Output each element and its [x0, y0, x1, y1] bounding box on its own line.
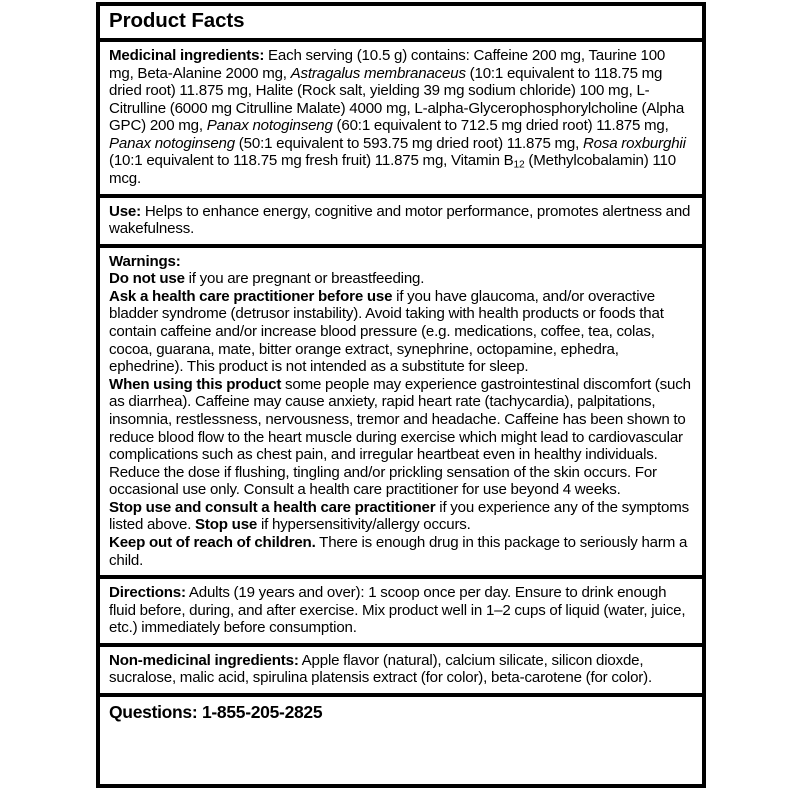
- warnings-section: [100, 244, 702, 575]
- directions-text: [109, 584, 693, 637]
- warning-do-not-use: [109, 270, 693, 288]
- warning-ask-text: if you have glaucoma, and/or overactive bladder syndrome (detrusor instability). Avoid taking with health products or foods that contain caffeine and/or increase blood pressure (e.g. medications, coffee, tea, colas, cocoa, guarana, mate, bitter orange extract, synephrine, octopamine, ephedra, ephedrine). This product is not intended as a substitute for sleep.: [109, 287, 664, 376]
- warning-when-using-bold: When using this product: [109, 375, 282, 393]
- warning-keep-out-text: There is enough drug in this package to seriously harm a child.: [109, 533, 688, 569]
- questions-phone-line[interactable]: Questions: 1-855-205-2825: [109, 702, 323, 723]
- warning-stop-use-text: if you experience any of the symptoms listed above.: [109, 498, 689, 534]
- warning-when-using-text: some people may experience gastrointestinal discomfort (such as diarrhea). Caffeine may cause anxiety, rapid heart rate (tachycardia), palpitations, insomnia, restlessness, nervousness, tremor and headache. Caffeine has been shown to reduce blood flow to the heart muscle during exercise which might lead to cardiovascular complications such as chest pain, and irregular heartbeat even in healthy individuals. Reduce the dose if flushing, tingling and/or prickling sensation of the skin occurs. For occasional use only. Consult a health care practitioner for use beyond 4 weeks.: [109, 375, 691, 499]
- medicinal-ingredients-section: [100, 38, 702, 194]
- warning-stop-use-text-2: if hypersensitivity/allergy occurs.: [257, 516, 471, 534]
- warning-keep-out-of-reach: [109, 534, 693, 569]
- questions-section: [100, 693, 702, 730]
- warning-ask-bold: Ask a health care practitioner before use: [109, 287, 393, 305]
- directions-body: Adults (19 years and over): 1 scoop once per day. Ensure to drink enough fluid before, during, and after exercise. Mix product well in 1–2 cups of liquid (water, juice, etc.) immediately before consumption.: [109, 584, 686, 637]
- warning-do-not-use-bold: Do not use: [109, 270, 185, 288]
- directions-section: [100, 575, 702, 643]
- use-text: [109, 203, 693, 238]
- use-body: Helps to enhance energy, cognitive and motor performance, promotes alertness and wakefulness.: [109, 202, 691, 238]
- product-facts-panel: [96, 2, 706, 788]
- use-section: [100, 194, 702, 244]
- medicinal-text-part-6: (Methylcobalamin) 110 mcg.: [109, 152, 676, 187]
- medicinal-italic-panax-1: Panax notoginseng: [206, 117, 333, 135]
- warnings-heading: Warnings:: [109, 252, 181, 270]
- medicinal-ingredients-text: [109, 47, 693, 188]
- medicinal-text-part-1: Each serving (10.5 g) contains: Caffeine 200 mg, Taurine 100 mg, Beta-Alanine 2000 mg,: [109, 46, 666, 82]
- warning-keep-out-bold: Keep out of reach of children.: [109, 533, 316, 551]
- warning-stop-use: [109, 499, 693, 534]
- non-medicinal-text: [109, 652, 693, 687]
- medicinal-text-part-5: (10:1 equivalent to 118.75 mg fresh fruit) 11.875 mg, Vitamin B: [109, 152, 514, 170]
- warning-do-not-use-text: if you are pregnant or breastfeeding.: [184, 270, 425, 288]
- medicinal-italic-astragalus: Astragalus membranaceus: [290, 64, 466, 82]
- medicinal-text-part-3: (60:1 equivalent to 712.5 mg dried root) 11.875 mg,: [332, 117, 669, 135]
- medicinal-ingredients-heading: Medicinal ingredients:: [109, 46, 265, 64]
- warning-stop-use-bold-2: Stop use: [195, 516, 258, 534]
- medicinal-italic-rosa: Rosa roxburghii: [582, 134, 686, 152]
- warning-ask-practitioner: [109, 288, 693, 376]
- medicinal-italic-panax-2: Panax notoginseng: [109, 134, 235, 152]
- product-facts-title-section: [100, 6, 702, 38]
- directions-heading: Directions:: [109, 584, 186, 602]
- warning-when-using: [109, 376, 693, 499]
- non-medicinal-body: Apple flavor (natural), calcium silicate, silicon dioxde, sucralose, malic acid, spirulina platensis extract (for color), beta-carotene (for color).: [109, 651, 653, 687]
- medicinal-text-part-2: (10:1 equivalent to 118.75 mg dried root) 11.875 mg, Halite (Rock salt, yielding 39 mg sodium chloride) 100 mg, L-Citrulline (6000 mg Citrulline Malate) 4000 mg, L-alpha-Glycerophosphorylcholine (Alpha GPC) 200 mg,: [109, 64, 685, 135]
- warnings-text: [109, 253, 693, 569]
- medicinal-text-part-4: (50:1 equivalent to 593.75 mg dried root) 11.875 mg,: [234, 134, 583, 152]
- page-title: Product Facts: [109, 9, 245, 32]
- use-heading: Use:: [109, 202, 141, 220]
- non-medicinal-ingredients-section: [100, 643, 702, 693]
- warning-stop-use-bold: Stop use and consult a health care practitioner: [109, 498, 436, 516]
- vitamin-b12-subscript: 12: [513, 159, 525, 171]
- non-medicinal-heading: Non-medicinal ingredients:: [109, 651, 299, 669]
- warnings-heading-line: [109, 253, 693, 271]
